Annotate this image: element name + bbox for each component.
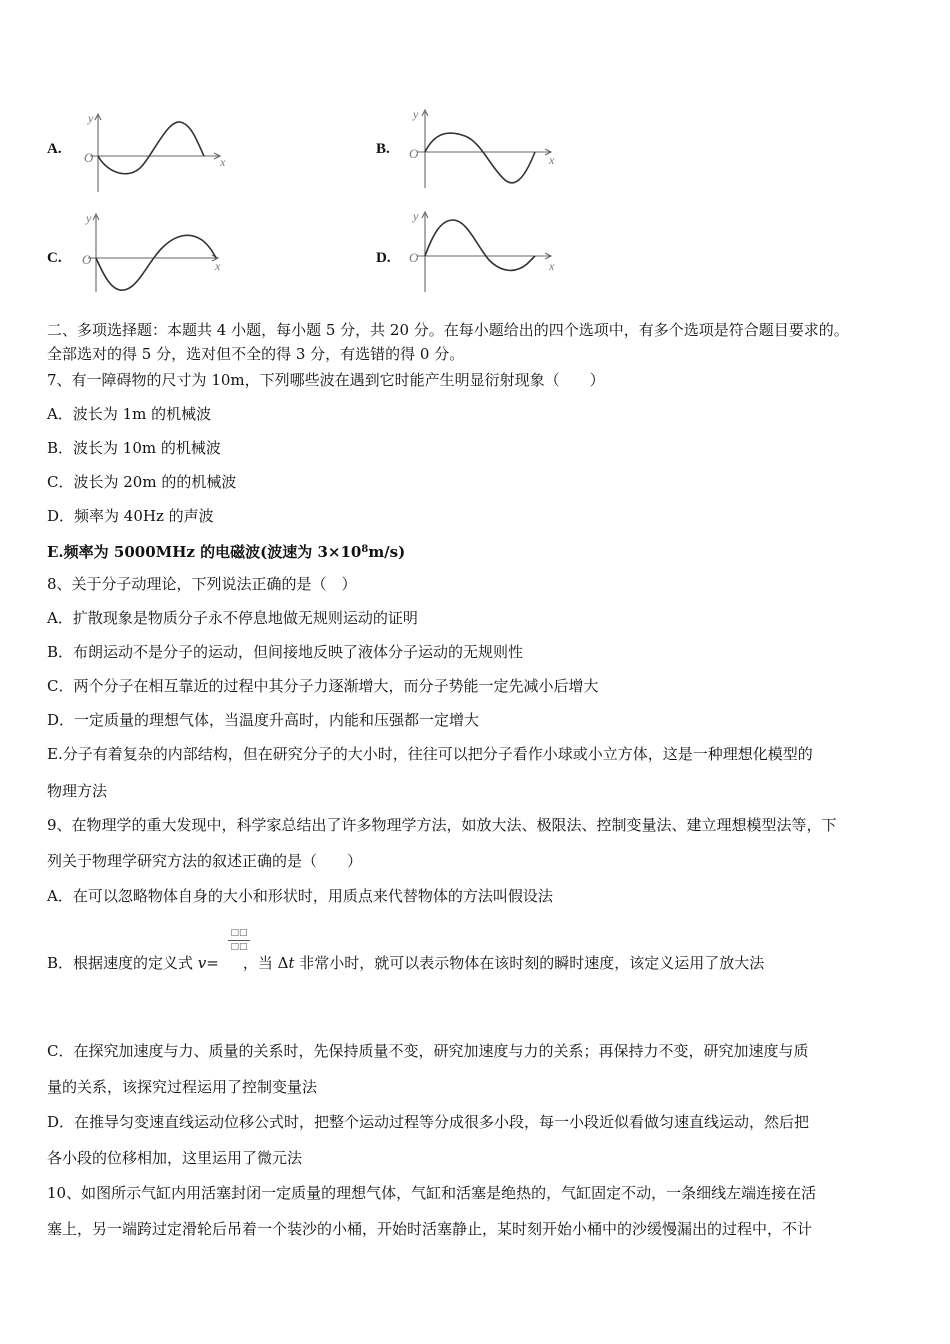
q7-option-b: B．波长为 10m 的机械波: [47, 439, 221, 457]
section-heading-line2: 全部选对的得 5 分，选对但不全的得 3 分，有选错的得 0 分。: [47, 345, 465, 363]
q9-b-text: B．根据速度的定义式: [47, 954, 198, 972]
q8-stem: 8、关于分子动理论，下列说法正确的是（ ）: [47, 575, 357, 593]
q9-b-equals: =: [206, 954, 219, 972]
wave-curve: [98, 122, 204, 174]
q7-e-unit: m/s): [368, 543, 406, 561]
wave-curve: [425, 133, 535, 183]
q9-option-d-line2: 各小段的位移相加，这里运用了微元法: [47, 1149, 303, 1167]
q9-b-rest: 非常小时，就可以表示物体在该时刻的瞬时速度，该定义运用了放大法: [294, 954, 765, 972]
section-heading-line1: 二、多项选择题：本题共 4 小题，每小题 5 分，共 20 分。在每小题给出的四个选项中，有多个选项是符合题目要求的。: [47, 321, 849, 339]
origin-label: O: [409, 250, 419, 265]
wave-graph-d: [405, 208, 560, 298]
q8-option-e-line1: E.分子有着复杂的内部结构，但在研究分子的大小时，往往可以把分子看作小球或小立方体，这是一种理想化模型的: [47, 745, 813, 763]
q9-b-delta: ，当 Δ: [242, 954, 289, 972]
q9-option-c-line1: C．在探究加速度与力、质量的关系时，先保持质量不变，研究加速度与力的关系；再保持力不变，研究加速度与质: [47, 1042, 809, 1060]
q9-stem-line2: 列关于物理学研究方法的叙述正确的是（ ）: [47, 852, 363, 870]
q9-option-b: [47, 953, 764, 973]
q7-e-text: E.频率为 5000MHz 的电磁波(波速为 3×10: [47, 543, 362, 561]
fraction-bar: [228, 940, 250, 941]
q7-option-c: C．波长为 20m 的的机械波: [47, 473, 237, 491]
q10-stem-line2: 塞上，另一端跨过定滑轮后吊着一个装沙的小桶，开始时活塞静止，某时刻开始小桶中的沙缓慢漏出的过程中，不计: [47, 1220, 813, 1238]
y-axis-label: y: [413, 209, 419, 223]
y-axis-label: y: [413, 107, 419, 121]
q8-option-b: B．布朗运动不是分子的运动，但间接地反映了液体分子运动的无规则性: [47, 643, 524, 661]
q9-stem-line1: 9、在物理学的重大发现中，科学家总结出了许多物理学方法，如放大法、极限法、控制变量法、建立理想模型法等，下: [47, 816, 837, 834]
q9-option-c-line2: 量的关系，该探究过程运用了控制变量法: [47, 1078, 318, 1096]
origin-label: O: [84, 150, 94, 165]
x-axis-label: x: [220, 155, 226, 169]
q9-b-variable: v: [197, 954, 207, 972]
x-axis-label: x: [215, 259, 221, 273]
wave-curve: [425, 220, 535, 270]
y-axis-label: y: [86, 211, 92, 225]
q9-option-d-line1: D．在推导匀变速直线运动位移公式时，把整个运动过程等分成很多小段，每一小段近似看做匀速直线运动，然后把: [47, 1113, 810, 1131]
wave-graph-b: [405, 104, 560, 194]
q8-option-d: D．一定质量的理想气体，当温度升高时，内能和压强都一定增大: [47, 711, 480, 729]
option-b-label: B.: [376, 141, 390, 157]
x-axis-label: x: [549, 259, 555, 273]
x-axis-label: x: [549, 153, 555, 167]
option-c-label: C.: [47, 250, 62, 266]
q7-option-a: A．波长为 1m 的机械波: [47, 405, 212, 423]
origin-label: O: [409, 146, 419, 161]
q7-option-e: [47, 540, 405, 562]
q8-option-c: C．两个分子在相互靠近的过程中其分子力逐渐增大，而分子势能一定先减小后增大: [47, 677, 599, 695]
wave-graph-c: [78, 208, 228, 298]
y-axis-label: y: [88, 111, 94, 125]
fraction-denominator: □□: [230, 942, 248, 952]
q7-option-d: D．频率为 40Hz 的声波: [47, 507, 214, 525]
q10-stem-line1: 10、如图所示气缸内用活塞封闭一定质量的理想气体，气缸和活塞是绝热的，气缸固定不动，一条细线左端连接在活: [47, 1184, 817, 1202]
q9-b-time-variable: t: [288, 954, 295, 972]
q7-stem: 7、有一障碍物的尺寸为 10m，下列哪些波在遇到它时能产生明显衍射现象（ ）: [47, 371, 605, 389]
option-d-label: D.: [376, 250, 391, 266]
wave-curve: [96, 235, 216, 290]
option-a-label: A.: [47, 141, 62, 157]
q7-e-exponent: 8: [361, 544, 369, 555]
origin-label: O: [82, 252, 92, 267]
wave-graph-a: [80, 108, 230, 198]
fraction-numerator: □□: [230, 928, 248, 938]
q8-option-e-line2: 物理方法: [47, 782, 108, 800]
velocity-fraction: [228, 928, 250, 953]
q9-option-a: A．在可以忽略物体自身的大小和形状时，用质点来代替物体的方法叫假设法: [47, 887, 553, 905]
q8-option-a: A．扩散现象是物质分子永不停息地做无规则运动的证明: [47, 609, 418, 627]
